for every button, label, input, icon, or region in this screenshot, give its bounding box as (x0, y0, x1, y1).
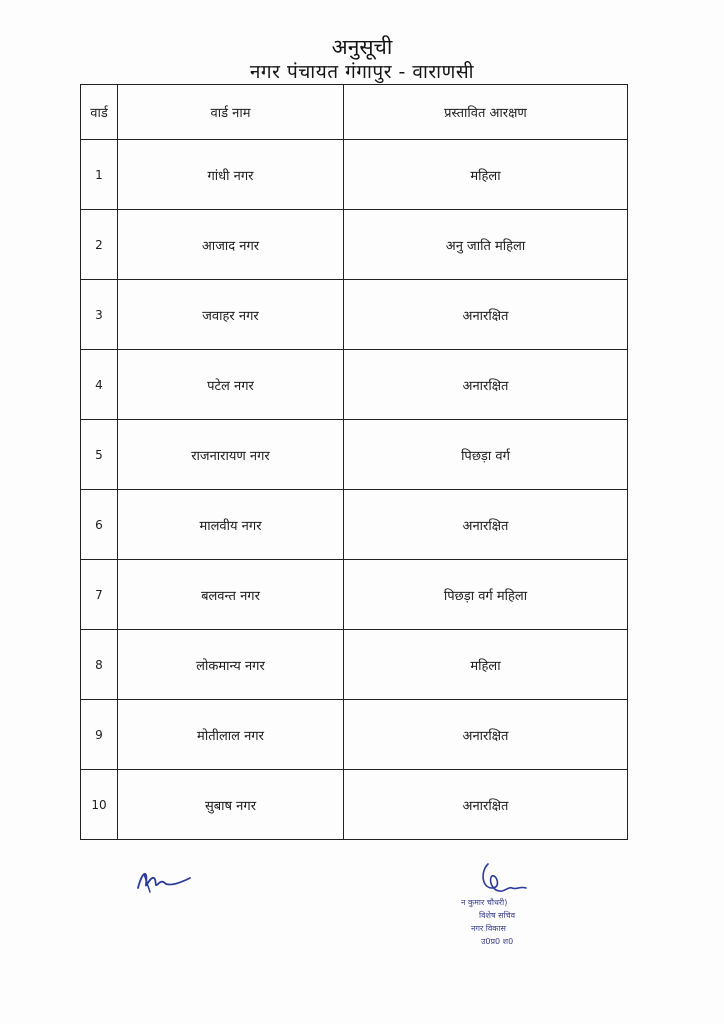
ward-number-cell: 4 (81, 350, 118, 420)
table-row (81, 350, 628, 420)
ward-name-cell: सुबाष नगर (118, 770, 344, 840)
ward-number-cell: 6 (81, 490, 118, 560)
reservation-cell: अनारक्षित (344, 490, 628, 560)
document-subtitle: नगर पंचायत गंगापुर - वाराणसी (249, 61, 475, 83)
official-stamp (455, 896, 565, 948)
table-row (81, 210, 628, 280)
table-header-row (81, 85, 628, 140)
header-ward-name: वार्ड नाम (118, 85, 344, 140)
ward-number-cell: 9 (81, 700, 118, 770)
stamp-line: न कुमार चौधरी) (461, 898, 508, 907)
reservation-cell: अनु जाति महिला (344, 210, 628, 280)
ward-number-cell: 3 (81, 280, 118, 350)
reservation-cell: महिला (344, 140, 628, 210)
reservation-cell: पिछड़ा वर्ग महिला (344, 560, 628, 630)
table-row (81, 490, 628, 560)
table-row (81, 420, 628, 490)
ward-number-cell: 7 (81, 560, 118, 630)
ward-number-cell: 1 (81, 140, 118, 210)
signature-right (478, 858, 538, 898)
ward-name-cell: राजनारायण नगर (118, 420, 344, 490)
table-row (81, 630, 628, 700)
ward-name-cell: बलवन्त नगर (118, 560, 344, 630)
reservation-cell: अनारक्षित (344, 770, 628, 840)
ward-number-cell: 10 (81, 770, 118, 840)
header-proposed-reservation: प्रस्तावित आरक्षण (344, 85, 628, 140)
ward-name-cell: जवाहर नगर (118, 280, 344, 350)
ward-name-cell: पटेल नगर (118, 350, 344, 420)
reservation-cell: अनारक्षित (344, 280, 628, 350)
ward-number-cell: 8 (81, 630, 118, 700)
signature-left (132, 862, 192, 896)
stamp-line: उ0प्र0 श0 (481, 937, 514, 946)
ward-number-cell: 2 (81, 210, 118, 280)
document-title: अनुसूची (331, 35, 393, 59)
ward-name-cell: मालवीय नगर (118, 490, 344, 560)
stamp-line: विशेष सचिव (479, 911, 516, 920)
stamp-line: नगर विकास (471, 924, 506, 933)
reservation-cell: महिला (344, 630, 628, 700)
ward-name-cell: मोतीलाल नगर (118, 700, 344, 770)
table-row (81, 280, 628, 350)
table-row (81, 700, 628, 770)
reservation-table (80, 84, 628, 840)
reservation-cell: अनारक्षित (344, 700, 628, 770)
ward-name-cell: लोकमान्य नगर (118, 630, 344, 700)
ward-number-cell: 5 (81, 420, 118, 490)
header-ward: वार्ड (81, 85, 118, 140)
ward-name-cell: आजाद नगर (118, 210, 344, 280)
reservation-cell: पिछड़ा वर्ग (344, 420, 628, 490)
table-row (81, 770, 628, 840)
table-row (81, 560, 628, 630)
reservation-cell: अनारक्षित (344, 350, 628, 420)
table-row (81, 140, 628, 210)
ward-name-cell: गांधी नगर (118, 140, 344, 210)
